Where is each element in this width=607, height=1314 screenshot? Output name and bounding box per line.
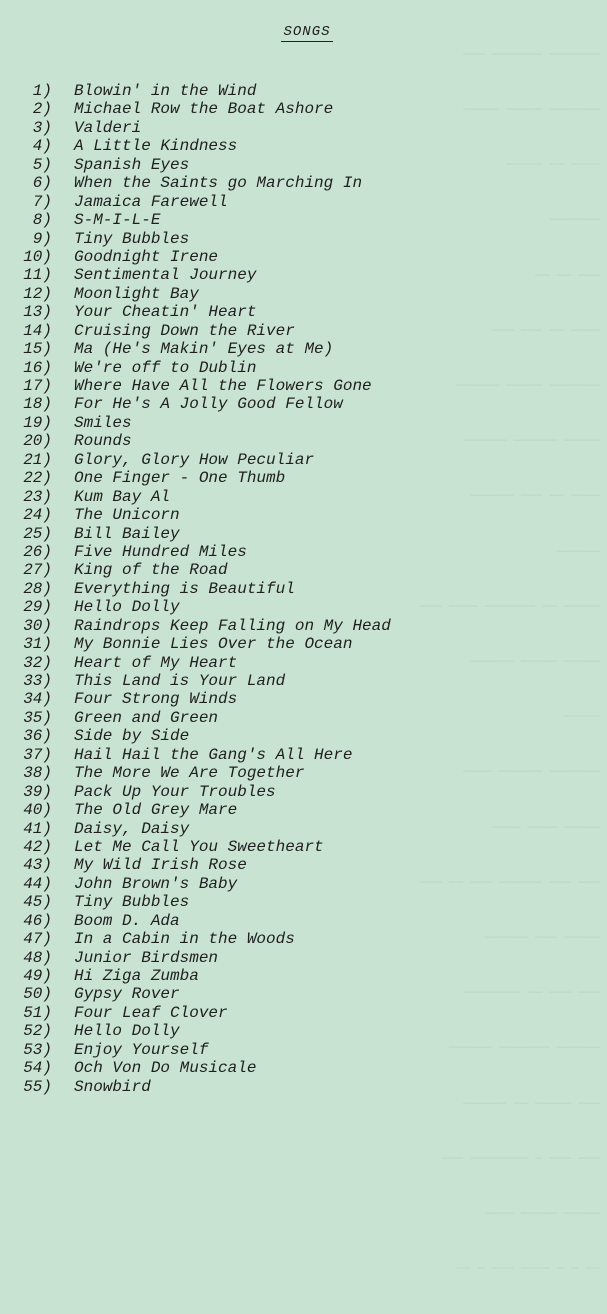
list-item xyxy=(0,617,560,635)
song-title: Tiny Bubbles xyxy=(74,229,190,248)
song-number: 49) xyxy=(23,967,52,985)
song-number: 12) xyxy=(23,284,52,303)
song-number: 46) xyxy=(23,911,52,930)
song-title: Your Cheatin' Heart xyxy=(74,303,257,322)
song-title: Gypsy Rover xyxy=(74,985,180,1004)
page-title-text: SONGS xyxy=(283,24,331,40)
song-number: 25) xyxy=(23,524,52,543)
song-title: Let Me Call You Sweetheart xyxy=(74,837,324,856)
song-title: The More We Are Together xyxy=(74,764,305,783)
song-number: 6) xyxy=(32,174,52,193)
song-number: 45) xyxy=(23,893,52,912)
song-title: Side by Side xyxy=(74,727,190,746)
list-item xyxy=(0,967,560,985)
song-number: 39) xyxy=(23,782,52,801)
song-title: Snowbird xyxy=(74,1077,151,1096)
song-title: Where Have All the Flowers Gone xyxy=(74,377,372,395)
song-title: Raindrops Keep Falling on My Head xyxy=(74,616,391,635)
song-title: Hello Dolly xyxy=(74,1022,180,1041)
song-number: 38) xyxy=(23,764,52,783)
list-item xyxy=(0,451,560,469)
list-item xyxy=(0,1022,560,1040)
list-item xyxy=(0,488,560,506)
song-number: 47) xyxy=(23,930,52,949)
list-item xyxy=(0,727,560,745)
list-item xyxy=(0,469,560,487)
song-number: 27) xyxy=(23,561,52,580)
song-title: Sentimental Journey xyxy=(74,266,257,285)
list-item xyxy=(0,1059,560,1077)
list-item xyxy=(0,285,560,303)
song-number: 48) xyxy=(23,948,52,967)
song-title: Hello Dolly xyxy=(74,598,180,617)
song-number: 3) xyxy=(32,118,52,137)
song-title: Four Strong Winds xyxy=(74,690,238,709)
song-number: 9) xyxy=(32,229,52,248)
list-item xyxy=(0,709,560,727)
list-item xyxy=(0,783,560,801)
list-item xyxy=(0,1004,560,1022)
bleed-through-text: ——————— ——————— ——— ——————— ————— ————— ———— —— ————— ——————— ——— —— —— ———— —— ——— ——— ——————— ————— —————— ————— —————— —————— ———— —— ——— —————— —————— ————— —— ——————— ———— ——— ————— ————— —————— ————— ——————— —————— ———— ————— ———— ———— ——— ——— —————— ——— —— ——— ————— ——— —————— ——— ——— —— ———————— —————— ——————— —————— ——— ————— —— —————— ——— ——— — ———————— ——— ————— ————— ———— —— — — ———— ——— — —— xyxy=(419,46,600,1276)
list-item xyxy=(0,561,560,579)
song-number: 14) xyxy=(23,321,52,340)
song-title: Pack Up Your Troubles xyxy=(74,782,276,801)
list-item xyxy=(0,211,560,229)
song-title: Ma (He's Makin' Eyes at Me) xyxy=(74,340,334,359)
song-number: 1) xyxy=(32,82,52,100)
list-item xyxy=(0,525,560,543)
song-number: 33) xyxy=(23,672,52,690)
list-item xyxy=(0,856,560,874)
song-title: We're off to Dublin xyxy=(74,358,257,377)
song-number: 42) xyxy=(23,837,52,856)
song-number: 17) xyxy=(23,377,52,395)
song-number: 5) xyxy=(32,155,52,174)
list-item xyxy=(0,690,560,708)
song-number: 2) xyxy=(32,100,52,119)
list-item xyxy=(0,543,560,561)
song-number: 21) xyxy=(23,450,52,469)
list-item xyxy=(0,266,560,284)
song-title: Och Von Do Musicale xyxy=(74,1059,257,1078)
song-number: 51) xyxy=(23,1003,52,1022)
list-item xyxy=(0,746,560,764)
song-number: 8) xyxy=(32,211,52,230)
song-number: 22) xyxy=(23,469,52,488)
song-title: A Little Kindness xyxy=(74,137,238,156)
song-title: Enjoy Yourself xyxy=(74,1040,209,1059)
song-number: 15) xyxy=(23,340,52,359)
list-item xyxy=(0,654,560,672)
song-number: 50) xyxy=(23,985,52,1004)
song-number: 37) xyxy=(23,745,52,764)
song-title: Heart of My Heart xyxy=(74,653,238,672)
list-item xyxy=(0,764,560,782)
song-title: Smiles xyxy=(74,413,132,432)
song-number: 35) xyxy=(23,708,52,727)
song-title: My Bonnie Lies Over the Ocean xyxy=(74,635,353,654)
song-number: 26) xyxy=(23,542,52,561)
list-item xyxy=(0,1078,560,1096)
song-number: 11) xyxy=(23,266,52,285)
song-title: Blowin' in the Wind xyxy=(74,82,257,100)
song-title: Daisy, Daisy xyxy=(74,819,190,838)
song-number: 7) xyxy=(32,192,52,211)
list-item xyxy=(0,340,560,358)
song-title: In a Cabin in the Woods xyxy=(74,930,295,949)
song-title: Rounds xyxy=(74,432,132,451)
song-number: 24) xyxy=(23,506,52,525)
list-item xyxy=(0,432,560,450)
list-item xyxy=(0,395,560,413)
song-number: 30) xyxy=(23,616,52,635)
list-item xyxy=(0,248,560,266)
list-item xyxy=(0,598,560,616)
list-item xyxy=(0,912,560,930)
song-title: King of the Road xyxy=(74,561,228,580)
song-title: Everything is Beautiful xyxy=(74,579,295,598)
song-number: 55) xyxy=(23,1077,52,1096)
song-title: One Finger - One Thumb xyxy=(74,469,286,488)
list-item xyxy=(0,672,560,690)
list-item xyxy=(0,875,560,893)
song-number: 23) xyxy=(23,487,52,506)
song-number: 31) xyxy=(23,635,52,654)
list-item xyxy=(0,893,560,911)
song-number: 29) xyxy=(23,598,52,617)
list-item xyxy=(0,156,560,174)
song-number: 18) xyxy=(23,395,52,414)
song-number: 4) xyxy=(32,137,52,156)
song-number: 54) xyxy=(23,1059,52,1078)
song-title: Five Hundred Miles xyxy=(74,542,247,561)
song-title: This Land is Your Land xyxy=(74,672,286,690)
song-number: 32) xyxy=(23,653,52,672)
song-number: 36) xyxy=(23,727,52,746)
song-title: Valderi xyxy=(74,118,142,137)
list-item xyxy=(0,635,560,653)
list-item xyxy=(0,377,560,395)
song-title: The Old Grey Mare xyxy=(74,801,238,820)
song-title: Kum Bay Al xyxy=(74,487,171,506)
list-item xyxy=(0,801,560,819)
song-title: The Unicorn xyxy=(74,506,180,525)
song-number: 43) xyxy=(23,856,52,875)
song-number: 13) xyxy=(23,303,52,322)
list-item xyxy=(0,838,560,856)
song-number: 34) xyxy=(23,690,52,709)
list-item xyxy=(0,930,560,948)
list-item xyxy=(0,949,560,967)
song-number: 40) xyxy=(23,801,52,820)
song-number: 16) xyxy=(23,358,52,377)
song-title: For He's A Jolly Good Fellow xyxy=(74,395,343,414)
list-item xyxy=(0,82,560,100)
song-title: Boom D. Ada xyxy=(74,911,180,930)
song-title: Goodnight Irene xyxy=(74,247,219,266)
song-title: Four Leaf Clover xyxy=(74,1003,228,1022)
song-title: When the Saints go Marching In xyxy=(74,174,363,193)
list-item xyxy=(0,820,560,838)
song-title: Hail Hail the Gang's All Here xyxy=(74,745,353,764)
song-title: Hi Ziga Zumba xyxy=(74,967,199,985)
song-title: Tiny Bubbles xyxy=(74,893,190,912)
song-number: 53) xyxy=(23,1040,52,1059)
list-item xyxy=(0,230,560,248)
song-title: Bill Bailey xyxy=(74,524,180,543)
list-item xyxy=(0,174,560,192)
list-item xyxy=(0,322,560,340)
list-item xyxy=(0,303,560,321)
song-title: Glory, Glory How Peculiar xyxy=(74,450,315,469)
song-list xyxy=(0,82,560,1096)
list-item xyxy=(0,100,560,118)
song-number: 19) xyxy=(23,413,52,432)
song-title: S-M-I-L-E xyxy=(74,211,161,230)
song-title: Moonlight Bay xyxy=(74,284,199,303)
song-number: 52) xyxy=(23,1022,52,1041)
song-title: My Wild Irish Rose xyxy=(74,856,247,875)
song-title: John Brown's Baby xyxy=(74,874,238,893)
song-title: Cruising Down the River xyxy=(74,321,295,340)
list-item xyxy=(0,359,560,377)
song-number: 28) xyxy=(23,579,52,598)
list-item xyxy=(0,985,560,1003)
list-item xyxy=(0,137,560,155)
list-item xyxy=(0,1041,560,1059)
list-item xyxy=(0,119,560,137)
song-title: Michael Row the Boat Ashore xyxy=(74,100,334,119)
song-number: 41) xyxy=(23,819,52,838)
song-number: 20) xyxy=(23,432,52,451)
list-item xyxy=(0,193,560,211)
song-title: Green and Green xyxy=(74,708,219,727)
list-item xyxy=(0,414,560,432)
list-item xyxy=(0,580,560,598)
song-title: Junior Birdsmen xyxy=(74,948,219,967)
page-title xyxy=(7,24,607,40)
list-item xyxy=(0,506,560,524)
song-number: 10) xyxy=(23,247,52,266)
song-number: 44) xyxy=(23,874,52,893)
song-title: Spanish Eyes xyxy=(74,155,190,174)
song-title: Jamaica Farewell xyxy=(74,192,228,211)
